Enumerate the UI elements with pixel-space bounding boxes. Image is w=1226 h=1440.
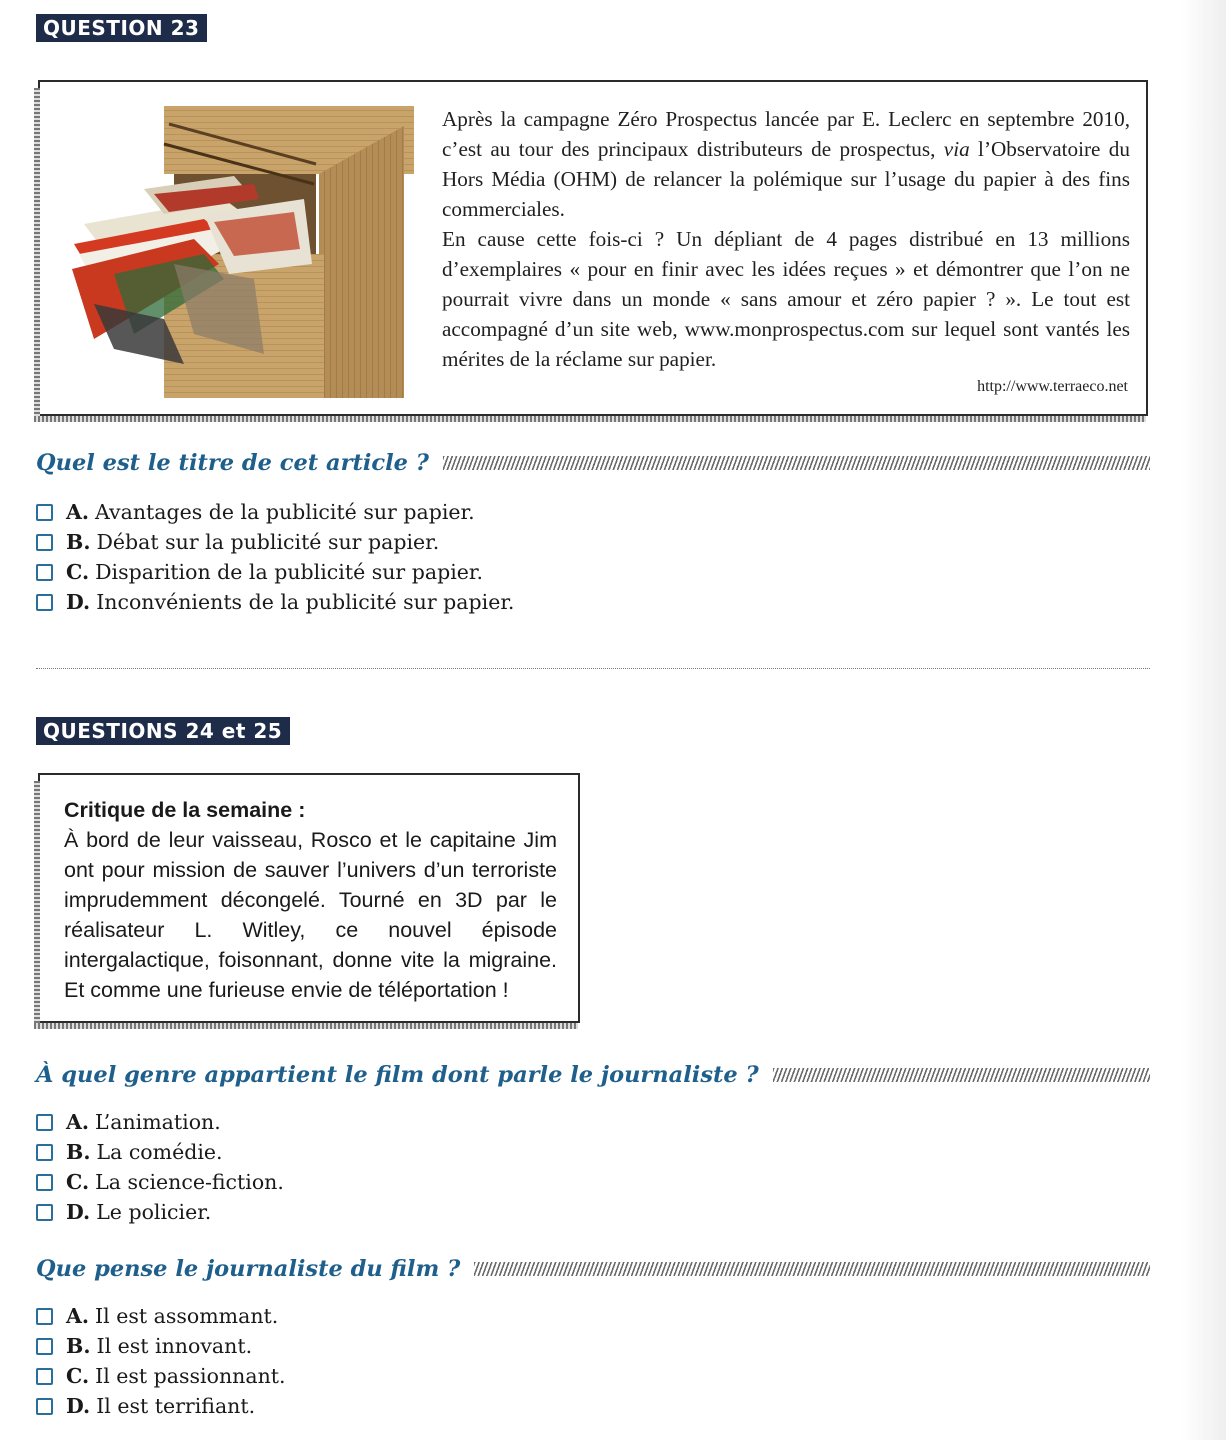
- article-paragraph-1: [442, 104, 1130, 224]
- option-text: Il est assommant.: [95, 1304, 279, 1328]
- article-paragraph-1-part-a: Après la campagne Zéro Prospectus lancée par E. Leclerc en septembre 2010, c’est au tour des principaux distributeurs de prospectus,: [442, 107, 1130, 161]
- question-23-label: QUESTION 23: [36, 14, 207, 42]
- checkbox-icon[interactable]: [36, 534, 53, 551]
- question-25-title: [36, 1256, 1150, 1282]
- option-23-d[interactable]: [36, 587, 514, 617]
- option-letter: D.: [66, 1394, 91, 1418]
- option-text: Disparition de la publicité sur papier.: [95, 560, 483, 584]
- checkbox-icon[interactable]: [36, 1308, 53, 1325]
- hatch-line: [474, 1262, 1150, 1276]
- checkbox-icon[interactable]: [36, 1398, 53, 1415]
- option-letter: C.: [66, 560, 90, 584]
- option-25-c[interactable]: [36, 1361, 286, 1391]
- checkbox-icon[interactable]: [36, 1174, 53, 1191]
- checkbox-icon[interactable]: [36, 1144, 53, 1161]
- question-24-title: [36, 1062, 1150, 1088]
- option-text: Il est passionnant.: [95, 1364, 286, 1388]
- critique-box: [38, 773, 580, 1023]
- critique-body: À bord de leur vaisseau, Rosco et le capitaine Jim ont pour mission de sauver l’univers d’un terroriste imprudemment décongelé. Tourné en 3D par le réalisateur L. Witley, ce nouvel épisode intergalactique, foisonnant, donne vite la migraine. Et comme une furieuse envie de téléportation !: [64, 828, 557, 1002]
- option-letter: D.: [66, 1200, 91, 1224]
- section-divider: [36, 668, 1150, 669]
- checkbox-icon[interactable]: [36, 1368, 53, 1385]
- option-24-c[interactable]: [36, 1167, 284, 1197]
- question-25-text: Que pense le journaliste du film ?: [36, 1256, 461, 1282]
- option-text: Le policier.: [96, 1200, 212, 1224]
- checkbox-icon[interactable]: [36, 564, 53, 581]
- question-23-options: [36, 497, 514, 617]
- question-24-text: À quel genre appartient le film dont parle le journaliste ?: [36, 1062, 759, 1088]
- option-letter: C.: [66, 1170, 90, 1194]
- option-text: Avantages de la publicité sur papier.: [95, 500, 475, 524]
- checkbox-icon[interactable]: [36, 1114, 53, 1131]
- question-25-options: [36, 1301, 286, 1421]
- checkbox-icon[interactable]: [36, 594, 53, 611]
- option-letter: A.: [66, 500, 90, 524]
- option-letter: A.: [66, 1304, 90, 1328]
- hatch-line: [773, 1068, 1150, 1082]
- article-box: [38, 80, 1148, 416]
- question-24-options: [36, 1107, 284, 1227]
- article-paragraph-1-part-b: l’Observatoire du Hors Média (OHM) de relancer la polémique sur l’usage du papier à des fins commerciales.: [442, 137, 1130, 221]
- option-text: Débat sur la publicité sur papier.: [96, 530, 440, 554]
- option-25-b[interactable]: [36, 1331, 286, 1361]
- option-25-a[interactable]: [36, 1301, 286, 1331]
- option-25-d[interactable]: [36, 1391, 286, 1421]
- checkbox-icon[interactable]: [36, 1338, 53, 1355]
- option-24-b[interactable]: [36, 1137, 284, 1167]
- option-23-c[interactable]: [36, 557, 514, 587]
- checkbox-icon[interactable]: [36, 504, 53, 521]
- critique-title: Critique de la semaine :: [64, 798, 306, 822]
- option-letter: A.: [66, 1110, 90, 1134]
- article-paragraph-2: En cause cette fois-ci ? Un dépliant de 4 pages distribué en 13 millions d’exemplaires « pour en finir avec les idées reçues » et démontrer que l’on ne pourrait vivre dans un monde « sans amour et zéro papier ? ». Le tout est accompagné d’un site web, www.monprospectus.com sur lequel sont vantés les mérites de la réclame sur papier.: [442, 227, 1130, 371]
- option-23-b[interactable]: [36, 527, 514, 557]
- critique-text: [64, 795, 557, 1005]
- option-23-a[interactable]: [36, 497, 514, 527]
- questions-24-25-label: QUESTIONS 24 et 25: [36, 717, 290, 745]
- option-text: L’animation.: [95, 1110, 221, 1134]
- option-text: La science-fiction.: [95, 1170, 284, 1194]
- option-letter: B.: [66, 1334, 91, 1358]
- question-23-text: Quel est le titre de cet article ?: [36, 450, 429, 476]
- option-text: Il est innovant.: [96, 1334, 253, 1358]
- article-text: [442, 104, 1130, 374]
- option-24-a[interactable]: [36, 1107, 284, 1137]
- option-text: Inconvénients de la publicité sur papier.: [96, 590, 515, 614]
- option-letter: B.: [66, 530, 91, 554]
- mailbox-prospectus-illustration: [54, 104, 414, 400]
- article-source: http://www.terraeco.net: [977, 378, 1128, 395]
- option-text: Il est terrifiant.: [96, 1394, 256, 1418]
- question-23-title: [36, 450, 1150, 476]
- option-letter: D.: [66, 590, 91, 614]
- option-letter: C.: [66, 1364, 90, 1388]
- page-edge-shadow: [1180, 0, 1226, 1440]
- option-24-d[interactable]: [36, 1197, 284, 1227]
- option-letter: B.: [66, 1140, 91, 1164]
- article-paragraph-1-italic: via: [943, 137, 970, 161]
- option-text: La comédie.: [96, 1140, 223, 1164]
- checkbox-icon[interactable]: [36, 1204, 53, 1221]
- hatch-line: [443, 456, 1150, 470]
